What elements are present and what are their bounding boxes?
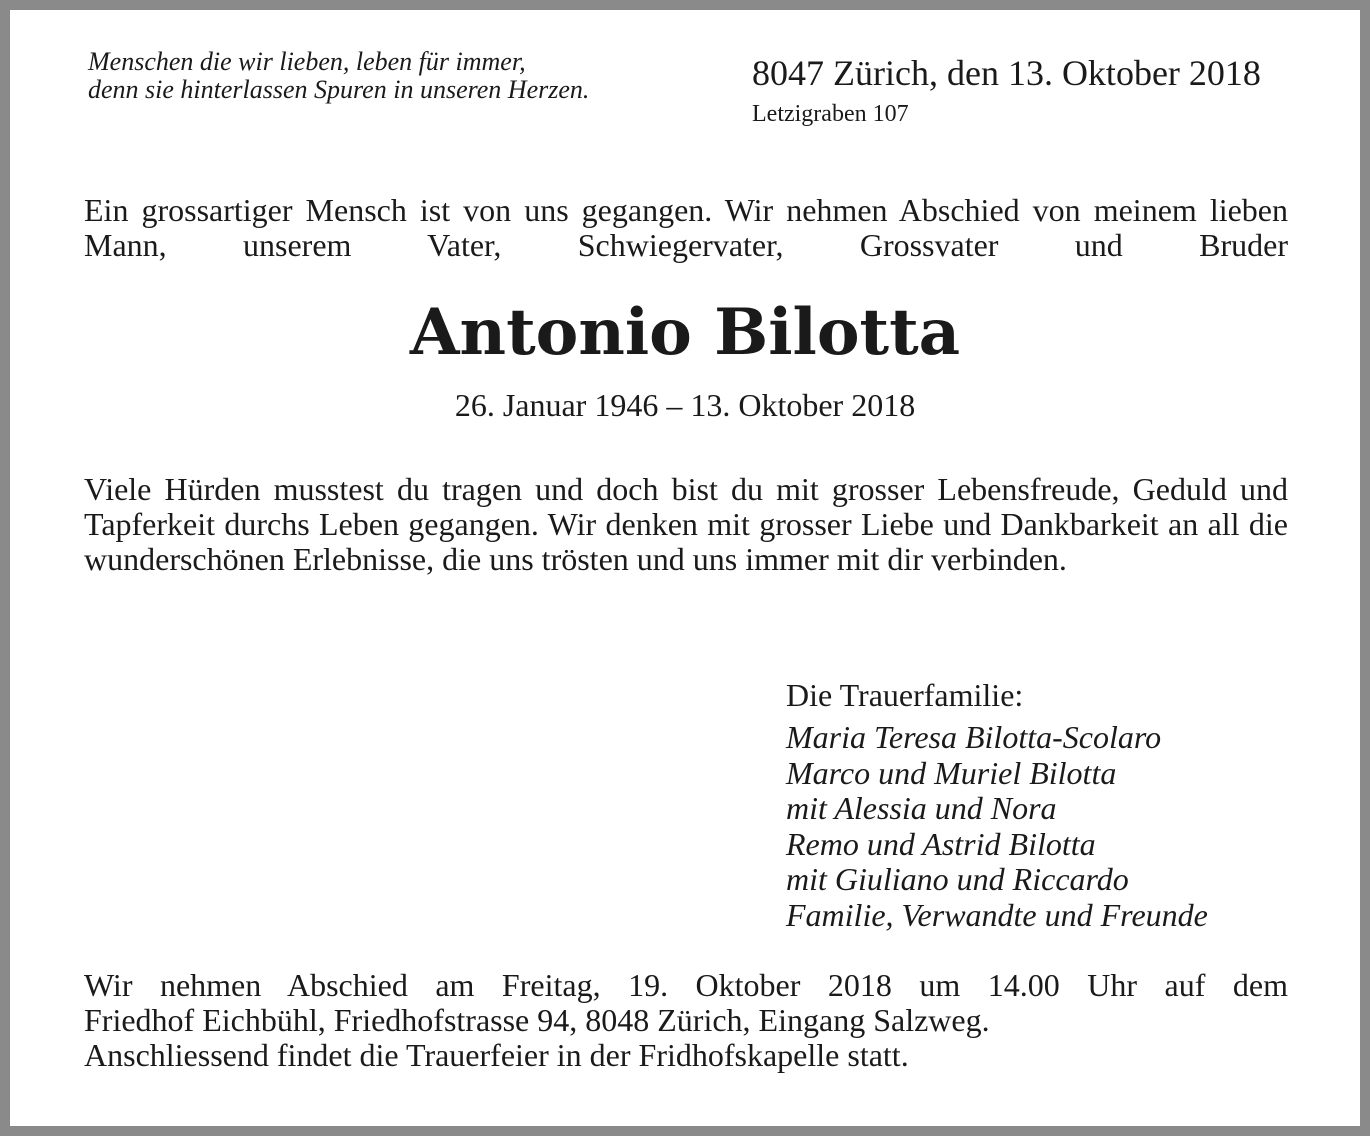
life-dates: 26. Januar 1946 – 13. Oktober 2018	[454, 387, 916, 423]
motto-quote	[88, 48, 589, 104]
family-address: Letzigraben 107	[752, 101, 909, 127]
family-member: mit Alessia und Nora	[786, 790, 1057, 826]
tribute-text: Viele Hürden musstest du tragen und doch bist du mit grosser Lebensfreude, Geduld und Tapferkeit durchs Leben gegangen. Wir denken mit grosser Liebe und Dankbarkeit an all die wunderschönen Erlebnisse, die uns trösten und uns immer mit dir verbinden.	[84, 471, 1288, 577]
motto-line: Menschen die wir lieben, leben für immer,	[88, 47, 526, 76]
ceremony-info	[84, 968, 1288, 1073]
family-heading: Die Trauerfamilie:	[786, 677, 1024, 713]
ceremony-line: Wir nehmen Abschied am Freitag, 19. Oktober 2018 um 14.00 Uhr auf dem	[84, 967, 1288, 1003]
family-member: Remo und Astrid Bilotta	[786, 825, 1096, 862]
family-members-list	[786, 720, 1208, 933]
obituary-notice	[10, 10, 1360, 1126]
motto-line: denn sie hinterlassen Spuren in unseren Herzen.	[88, 75, 590, 104]
ceremony-line: Anschliessend findet die Trauerfeier in der Fridhofskapelle statt.	[84, 1037, 909, 1073]
family-member: Marco und Muriel Bilotta	[786, 754, 1117, 791]
place-and-date: 8047 Zürich, den 13. Oktober 2018	[752, 53, 1261, 93]
family-member: mit Giuliano und Riccardo	[786, 861, 1129, 897]
family-member: Maria Teresa Bilotta-Scolaro	[786, 719, 1162, 755]
deceased-name: Antonio Bilotta	[409, 295, 961, 370]
ceremony-line: Friedhof Eichbühl, Friedhofstrasse 94, 8048 Zürich, Eingang Salzweg.	[84, 1002, 990, 1038]
intro-text: Ein grossartiger Mensch ist von uns gegangen. Wir nehmen Abschied von meinem lieben Mann, unserem Vater, Schwiegervater, Grossvater und Bruder	[84, 192, 1288, 263]
family-member: Familie, Verwandte und Freunde	[786, 896, 1208, 933]
